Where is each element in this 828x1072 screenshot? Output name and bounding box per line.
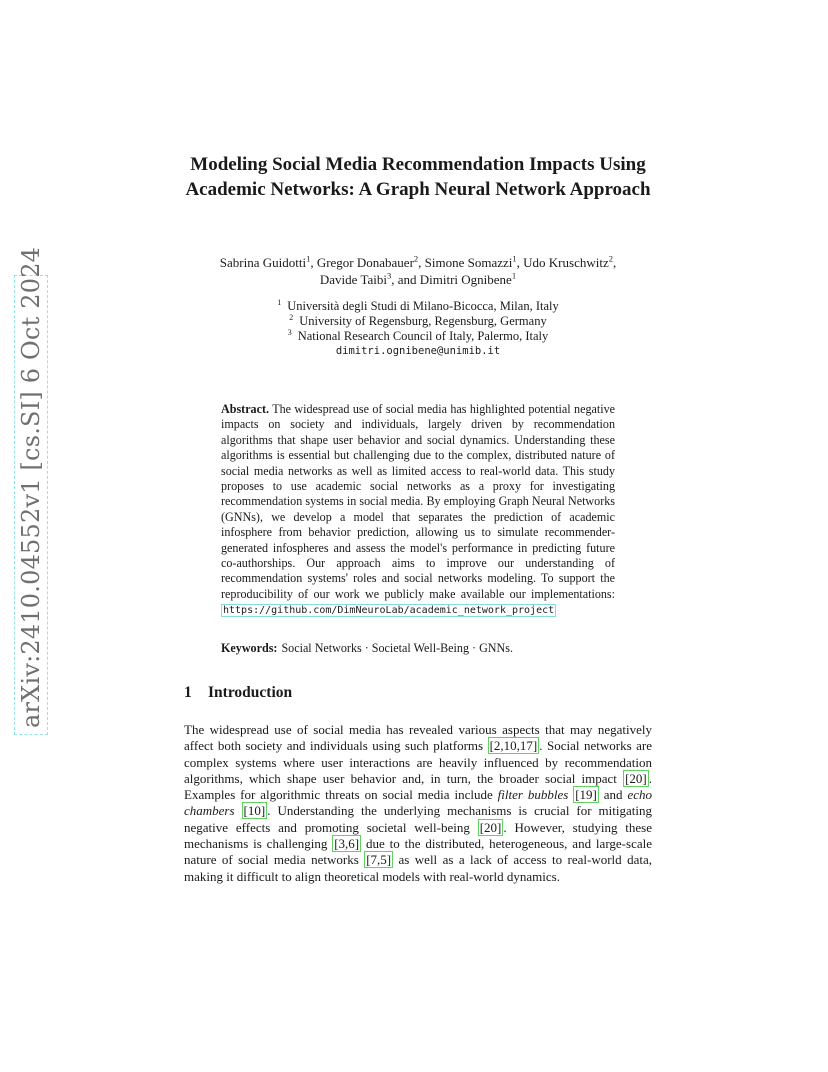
keywords — [221, 641, 615, 656]
affiliation-number: 2 — [289, 312, 294, 322]
affiliation — [184, 314, 652, 329]
affiliation-number: 1 — [277, 297, 282, 307]
author-name: Davide Taibi — [319, 272, 387, 287]
intro-text: The widespread use of social media has revealed various aspects that may negatively affect both society and individuals using such platforms — [184, 722, 652, 754]
author-name: Dimitri Ognibene — [419, 272, 512, 287]
contact-email[interactable]: dimitri.ognibene@unimib.it — [335, 345, 501, 357]
affiliation-text: National Research Council of Italy, Palermo, Italy — [297, 329, 549, 343]
author-name: Simone Somazzi — [424, 255, 513, 270]
author-name: Sabrina Guidotti — [219, 255, 307, 270]
citation-link[interactable]: [7,5] — [366, 852, 392, 868]
abstract-text: The widespread use of social media has highlighted potential negative impacts on society and individuals, largely driven by recommendation algorithms that shape user behavior and social dynamics. Understanding these algorithms is essential but challenging due to the complex, distributed nature of social media networks as well as limited access to real-world data. This study proposes to use academic social networks as a proxy for investigating recommendation systems in social media. By employing Graph Neural Networks (GNNs), we develop a model that separates the prediction of academic infosphere from behavior prediction, allowing us to simulate recommender-generated infospheres and assess the model's performance in predicting future co-authorships. Our approach aims to improve our understanding of recommendation systems' roles and social networks modeling. To support the reproducibility of our work we publicly make available our implementations: — [221, 402, 615, 601]
intro-text: as well as a lack of access to real-world data, making it difficult to align theoretical models with real-world dynamics. — [184, 852, 652, 884]
intro-text — [235, 803, 242, 818]
intro-emphasis: echo chambers — [184, 787, 653, 819]
arxiv-identifier: arXiv:2410.04552v1 [cs.SI] 6 Oct 2024 — [14, 275, 48, 735]
author-affiliation-mark: 3 — [386, 270, 392, 281]
affiliation-text: Università degli Studi di Milano-Bicocca, Milan, Italy — [287, 299, 559, 313]
abstract — [221, 402, 615, 619]
author-affiliation-mark: 2 — [608, 253, 613, 264]
paper-title: Modeling Social Media Recommendation Impacts Using Academic Networks: A Graph Neural Network Approach — [185, 154, 651, 200]
intro-text: due to the distributed, heterogeneous, and large-scale nature of social media networks — [184, 836, 652, 868]
section-title: Introduction — [208, 684, 293, 701]
affiliation-number: 3 — [287, 327, 292, 337]
abstract-label: Abstract. — [221, 402, 270, 416]
affiliation-text: University of Regensburg, Regensburg, Germany — [299, 314, 547, 328]
intro-text: . Understanding the underlying mechanisms is crucial for mitigating negative effects and promoting societal well-being — [184, 803, 652, 835]
repository-link[interactable]: https://github.com/DimNeuroLab/academic_network_project — [223, 605, 555, 617]
intro-emphasis: filter bubbles — [497, 787, 569, 803]
author-name: Gregor Donabauer — [316, 255, 414, 270]
section-heading — [184, 684, 292, 702]
intro-text: . However, studying these mechanisms is challenging — [184, 819, 653, 852]
introduction-paragraph — [184, 722, 652, 885]
citation-link[interactable]: [10] — [243, 803, 266, 819]
intro-text: . Social networks are complex systems where user interactions are heavily influenced by recommendation algorithms, which shape user behavior and, in turn, the broader social impact — [184, 738, 652, 786]
intro-text: . Examples for algorithmic threats on social media include — [184, 770, 652, 803]
section-number: 1 — [184, 684, 192, 701]
author-affiliation-mark: 1 — [511, 270, 517, 281]
affiliation — [184, 299, 652, 314]
citation-link[interactable]: [20] — [625, 770, 647, 786]
author-affiliation-mark: 1 — [512, 253, 517, 264]
author-list: Sabrina Guidotti$^1$, Gregor Donabauer$^2$, Simone Somazzi$^1$, Udo Kruschwitz$^2$, Davide Taibi$^3$, and Dimitri Ognibene$^1$ — [219, 253, 617, 287]
citation-link[interactable]: [3,6] — [334, 836, 360, 852]
intro-text: and — [598, 787, 628, 803]
author-affiliation-mark: 1 — [306, 253, 311, 264]
citation-link[interactable]: [20] — [479, 819, 502, 835]
citation-link[interactable]: [19] — [575, 787, 597, 803]
citation-link[interactable]: [2,10,17] — [489, 738, 538, 754]
keywords-text: Social Networks · Societal Well-Being · GNNs. — [281, 641, 514, 655]
affiliation — [184, 329, 652, 344]
author-name: Udo Kruschwitz — [523, 255, 609, 270]
affiliation-list — [184, 299, 652, 359]
keywords-label: Keywords: — [221, 641, 278, 655]
author-affiliation-mark: 2 — [413, 253, 419, 264]
author-conjunction: , and — [391, 272, 420, 287]
